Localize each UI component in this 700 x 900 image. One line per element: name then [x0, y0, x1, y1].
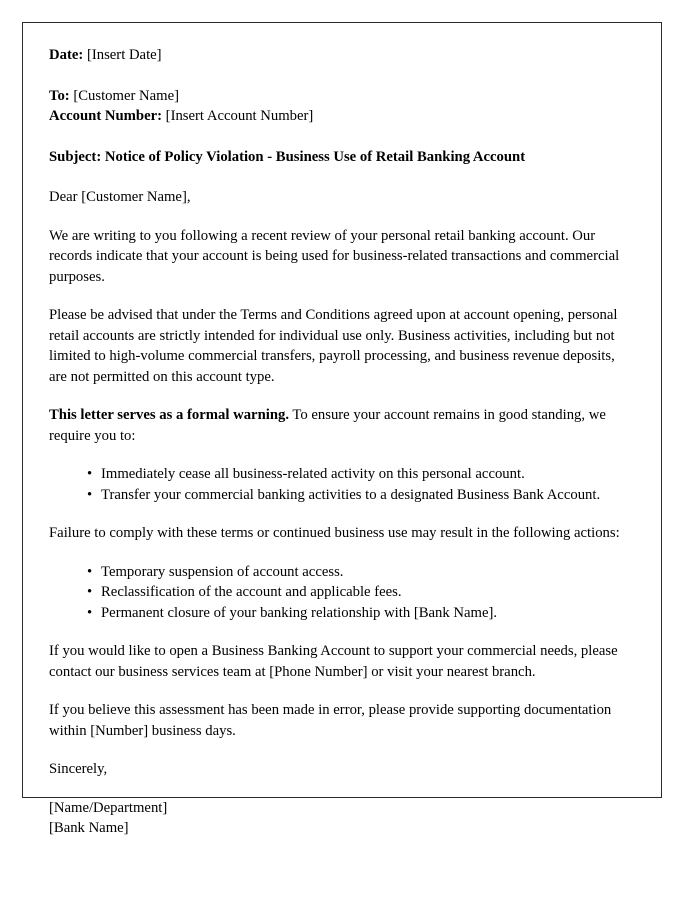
letter-page-frame [22, 22, 662, 836]
signature-org: [Bank Name] [49, 820, 129, 836]
to-line [49, 86, 627, 107]
to-value: [Customer Name] [73, 87, 179, 104]
date-block [49, 45, 627, 66]
warning-emphasis: This letter serves as a formal warning. [49, 407, 289, 423]
list-item: • Transfer your commercial banking activities to a designated Business Bank Account. [87, 485, 627, 506]
date-label: Date: [49, 47, 84, 63]
paragraph-failure: Failure to comply with these terms or continued business use may result in the following actions: [49, 525, 620, 541]
recipient-block [49, 86, 627, 127]
paragraph-dispute: If you believe this assessment has been made in error, please provide supporting documentation within [Number] business days. [49, 702, 612, 739]
account-number-label: Account Number: [49, 108, 162, 124]
account-number-line [49, 106, 627, 127]
account-number-value: [Insert Account Number] [165, 108, 314, 124]
warning-remainder: To ensure your account remains in good standing, we require you to: [49, 407, 606, 444]
paragraph-terms: Please be advised that under the Terms and Conditions agreed upon at account opening, personal retail accounts are strictly intended for individual use only. Business activities, including but not limited to high-volume commercial transfers, payroll processing, and business revenue deposits, are not permitted on this account type. [49, 307, 618, 385]
consequences-list [49, 562, 627, 624]
salutation: Dear [Customer Name], [49, 189, 191, 205]
paragraph-intro: We are writing to you following a recent review of your personal retail banking account. Our records indicate that your account is being used for business-related transactions and commercial purposes. [49, 227, 620, 285]
list-item: • Temporary suspension of account access. [87, 562, 627, 583]
list-item: • Reclassification of the account and applicable fees. [87, 582, 627, 603]
signature-block [49, 798, 627, 839]
date-line [49, 45, 627, 66]
list-item: • Permanent closure of your banking relationship with [Bank Name]. [87, 603, 627, 624]
to-label: To: [49, 87, 70, 104]
subject-line: Subject: Notice of Policy Violation - Business Use of Retail Banking Account [49, 148, 526, 165]
paragraph-business-account: If you would like to open a Business Banking Account to support your commercial needs, please contact our business services team at [Phone Number] or visit your nearest branch. [49, 643, 618, 680]
paragraph-warning [49, 405, 627, 446]
sign-off: Sincerely, [49, 761, 108, 777]
signature-name: [Name/Department] [49, 799, 168, 816]
requirements-list [49, 464, 627, 505]
list-item: • Immediately cease all business-related activity on this personal account. [87, 464, 627, 485]
date-value: [Insert Date] [86, 47, 162, 63]
letter-content [49, 45, 627, 839]
